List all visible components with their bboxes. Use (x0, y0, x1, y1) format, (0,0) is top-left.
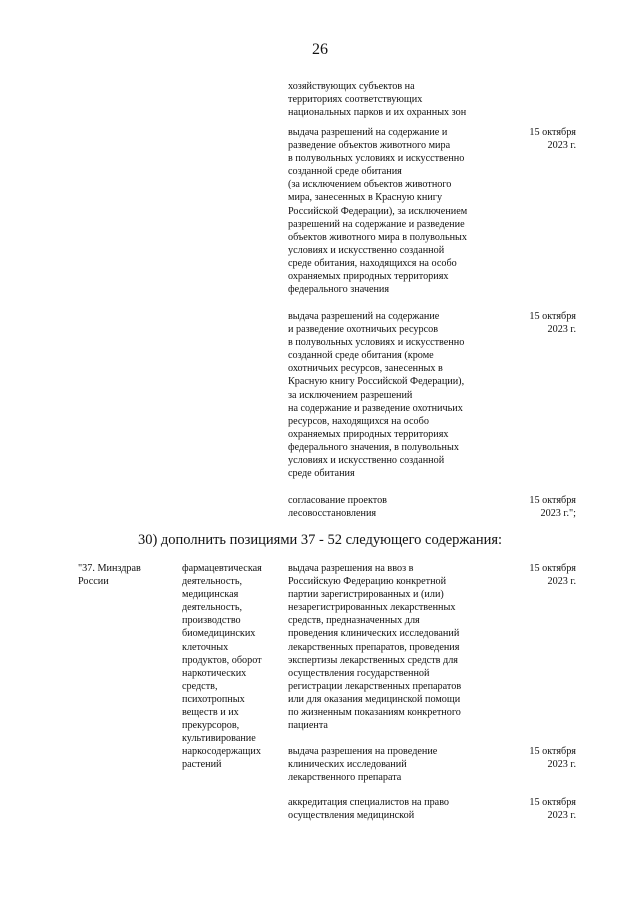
activity-cell: выдача разрешений на содержание и разведение охотничьих ресурсов в полувольных условиях и искусственно созданной среде обитания (кроме охотничьих ресурсов, занесенных в Красную книгу Российской Федерации), за исключением разрешений на содержание и разведение охотничьих ресурсов, находящихся на особо охраняемых природных территориях федерального значения, в полувольных условиях и искусственно созданной среде обитания (288, 311, 465, 480)
deadline-cell: 15 октября 2023 г. (529, 746, 576, 771)
sphere-cell: фармацевтическая деятельность, медицинская деятельность, производство биомедицинских клеточных продуктов, оборот наркотических средств, психотропных веществ и их прекурсоров, культивирование наркосодержащих растений (182, 563, 262, 771)
activity-cell: согласование проектов лесовосстановления (288, 495, 387, 520)
authority-cell: "37. Минздрав России (78, 563, 141, 588)
page-number: 26 (312, 41, 328, 58)
activity-cell: выдача разрешения на ввоз в Российскую Федерацию конкретной партии зарегистрированных и (или) незарегистрированных лекарственных средств, предназначенных для проведения клинических исследований лекарственных препаратов, проведения экспертизы лекарственных средств для осуществления государственной регистрации лекарственных препаратов или для оказания медицинской помощи по жизненным показаниям конкретного пациента (288, 563, 462, 732)
deadline-cell: 15 октября 2023 г. (529, 563, 576, 588)
deadline-cell: 15 октября 2023 г. (529, 311, 576, 336)
section-heading: 30) дополнить позициями 37 - 52 следующего содержания: (137, 532, 503, 548)
activity-cell: хозяйствующих субъектов на территориях соответствующих национальных парков и их охранных зон (288, 81, 467, 119)
activity-cell: выдача разрешений на содержание и разведение объектов животного мира в полувольных условиях и искусственно созданной среде обитания (за исключением объектов животного мира, занесенных в Красную книгу Российской Федерации), за исключением разрешений на содержание и разведение объектов животного мира в полувольных условиях и искусственно созданной среде обитания, находящихся на особо охраняемых природных территориях федерального значения (288, 127, 468, 296)
deadline-cell: 15 октября 2023 г. (529, 797, 576, 822)
activity-cell: аккредитация специалистов на право осуществления медицинской (288, 797, 450, 822)
deadline-cell: 15 октября 2023 г."; (529, 495, 576, 520)
deadline-cell: 15 октября 2023 г. (529, 127, 576, 152)
activity-cell: выдача разрешения на проведение клинических исследований лекарственного препарата (288, 746, 438, 784)
